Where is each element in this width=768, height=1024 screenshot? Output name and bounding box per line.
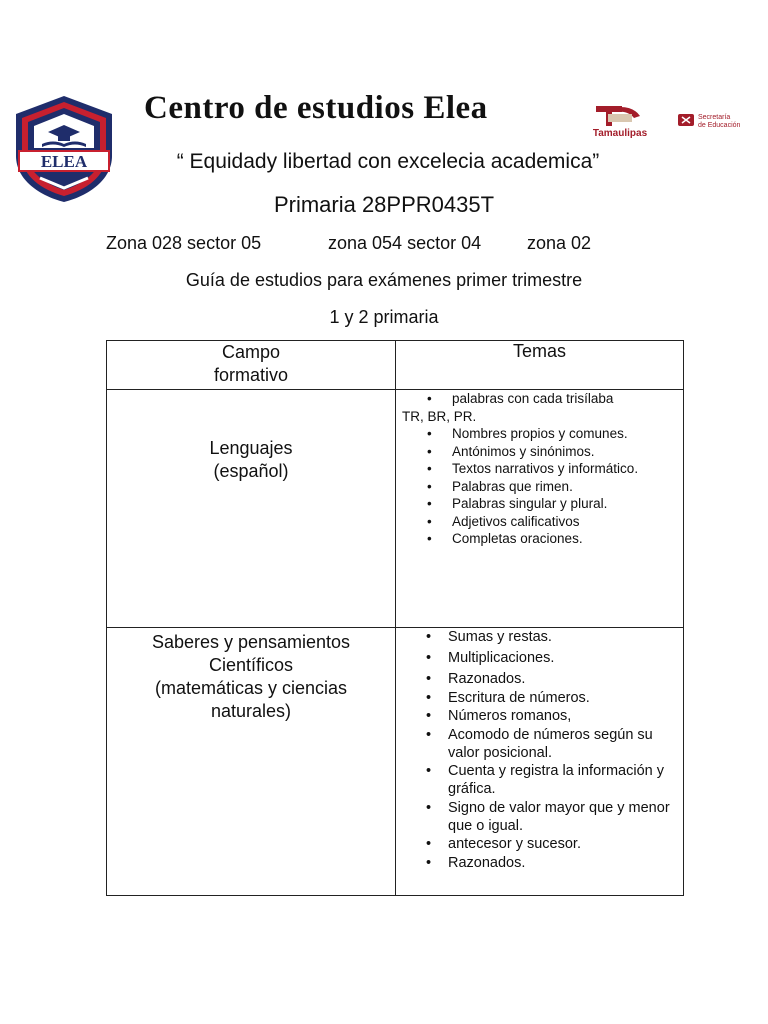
state-logo-text: Tamaulipas	[592, 128, 648, 139]
header-campo-line2: formativo	[213, 365, 289, 385]
topic-item: • Signo de valor mayor que y menor que o igual.	[396, 799, 683, 835]
topic-item: • Multiplicaciones.	[396, 649, 683, 667]
school-logo	[8, 92, 120, 204]
zones-line	[106, 233, 591, 254]
topic-item: • Antónimos y sinónimos.	[396, 443, 683, 461]
topic-item: • antecesor y sucesor.	[396, 835, 683, 853]
logo-text: ELEA	[40, 152, 88, 171]
school-shield-logo-icon	[8, 92, 120, 204]
topic-item: • palabras con cada trisílaba	[396, 390, 683, 408]
header-campo	[107, 341, 396, 390]
topics-table	[106, 340, 684, 896]
header-campo-line1: Campo	[221, 342, 281, 362]
school-name: Centro de estudios Elea	[144, 90, 488, 126]
topic-item: • Palabras que rimen.	[396, 478, 683, 496]
zone-3: zona 02	[527, 233, 592, 253]
campo-line: (español)	[213, 461, 289, 481]
table-row	[107, 390, 684, 628]
campo-line: Lenguajes	[209, 438, 293, 458]
topic-item: • Escritura de números.	[396, 689, 683, 707]
campo-line: Científicos	[208, 655, 294, 675]
tamaulipas-logo-icon	[582, 100, 766, 144]
guide-title: Guía de estudios para exámenes primer trimestre	[185, 270, 583, 290]
campo-cell	[107, 390, 396, 628]
topic-item: • Razonados.	[396, 670, 683, 688]
topic-item: • Cuenta y registra la información y gráfica.	[396, 762, 683, 798]
school-motto: “ Equidady libertad con excelecia academica”	[176, 150, 600, 173]
topics-cell	[396, 628, 684, 896]
campo-cell	[107, 628, 396, 896]
topic-item: • Palabras singular y plural.	[396, 495, 683, 513]
campo-line: Saberes y pensamientos	[151, 632, 351, 652]
government-logos	[582, 100, 766, 144]
topics-cell	[396, 390, 684, 628]
topic-item: • Nombres propios y comunes.	[396, 425, 683, 443]
zone-1: Zona 028 sector 05	[106, 233, 262, 253]
campo-line: naturales)	[210, 701, 292, 721]
agency-logo-line2: de Educación	[698, 122, 741, 129]
topic-item: • Adjetivos calificativos	[396, 513, 683, 531]
topic-item: • Textos narrativos y informático.	[396, 460, 683, 478]
table-row	[107, 628, 684, 896]
zone-2: zona 054 sector 04	[328, 233, 482, 253]
topic-item: • Acomodo de números según su valor posicional.	[396, 726, 683, 762]
topic-item: • Completas oraciones.	[396, 530, 683, 548]
header-temas: Temas	[396, 341, 684, 390]
table-header-row	[107, 341, 684, 390]
topic-item: • Números romanos,	[396, 707, 683, 725]
grade-level: 1 y 2 primaria	[329, 307, 439, 327]
topic-item: • Sumas y restas.	[396, 628, 683, 646]
topic-item: • Razonados.	[396, 854, 683, 872]
topic-subline: TR, BR, PR.	[402, 408, 477, 424]
agency-logo-line1: Secretaría	[698, 114, 731, 121]
school-id: Primaria 28PPR0435T	[273, 192, 495, 217]
campo-line: (matemáticas y ciencias	[154, 678, 348, 698]
